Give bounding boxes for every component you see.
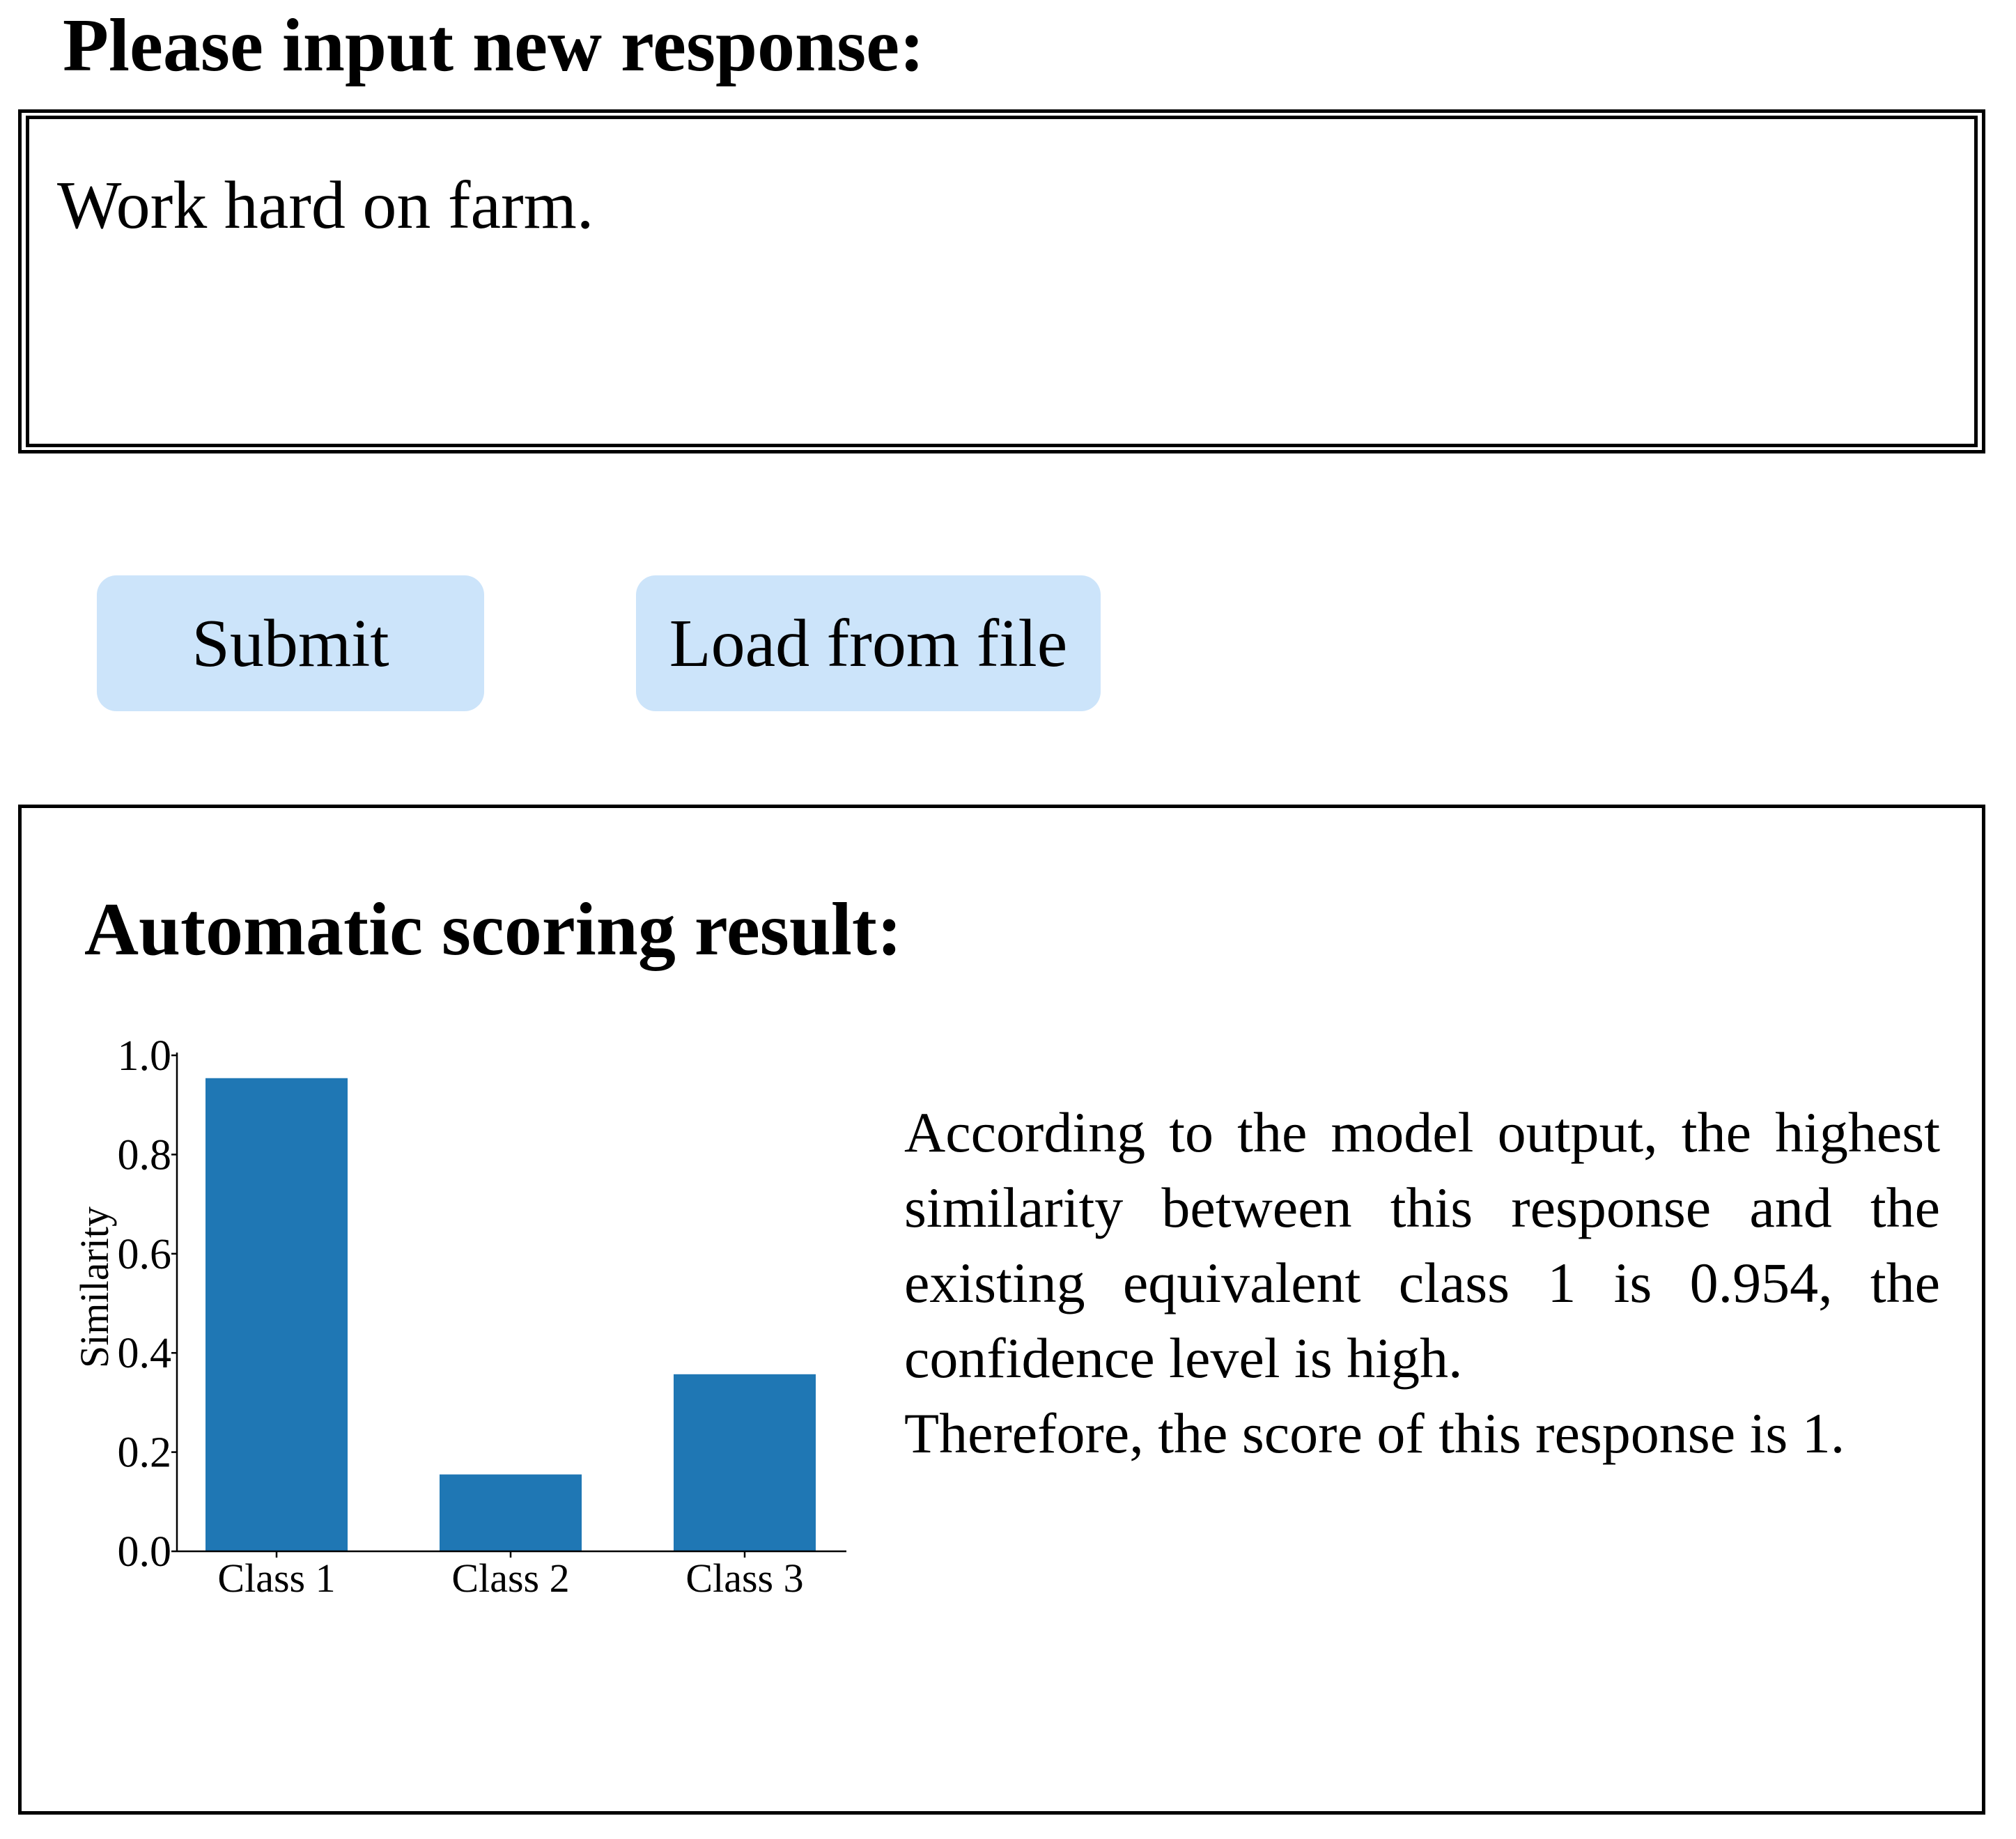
input-heading: Please input new response: [63,4,925,87]
y-tick-label: 0.2 [117,1429,171,1477]
submit-button[interactable]: Submit [97,575,484,711]
scoring-explanation [904,1095,1940,1471]
result-heading: Automatic scoring result: [84,888,902,971]
y-tick-label: 0.4 [117,1330,171,1378]
explanation-line-1: According to the model output, the highest similarity between this response and the existing equivalent class 1 is 0.954, the confidence level is high. [904,1101,1940,1390]
explanation-line-2: Therefore, the score of this response is 1. [904,1402,1845,1465]
response-text-value[interactable]: Work hard on farm. [57,168,594,243]
y-tick-label: 0.0 [117,1528,171,1576]
x-tick-label: Class 3 [685,1555,804,1601]
y-tick-label: 0.8 [117,1131,171,1179]
load-from-file-button[interactable]: Load from file [636,575,1101,711]
y-tick-label: 0.6 [117,1230,171,1278]
x-tick-label: Class 2 [451,1555,570,1601]
y-tick-label: 1.0 [117,1032,171,1080]
x-tick-label: Class 1 [217,1555,336,1601]
response-textbox[interactable] [26,116,1978,447]
chart-y-axis-label: Similarity [72,1206,117,1368]
